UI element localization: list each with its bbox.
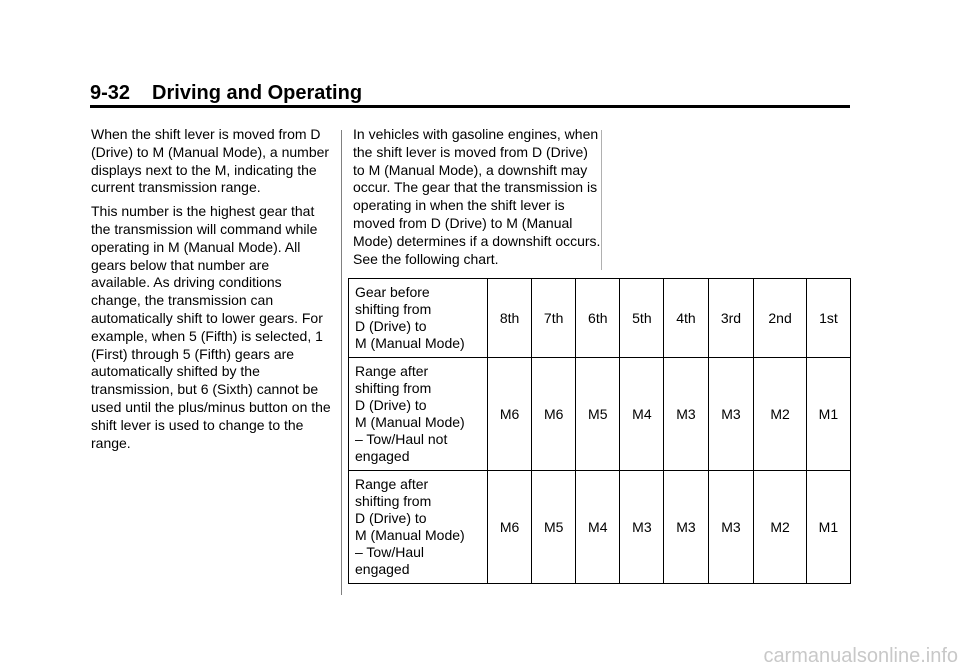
- middle-column: [353, 126, 603, 274]
- table-row: [349, 358, 851, 471]
- page-header: [90, 82, 362, 105]
- column-divider: [341, 130, 342, 595]
- table-cell: M3: [708, 358, 754, 471]
- row-header-line: – Tow/Haul: [355, 544, 425, 560]
- table-cell: M4: [620, 358, 664, 471]
- table-cell: 5th: [620, 279, 664, 358]
- row-header-line: engaged: [355, 448, 410, 464]
- row-header-line: shifting from: [355, 380, 432, 396]
- table-cell: 3rd: [708, 279, 754, 358]
- header-rule: [90, 105, 850, 108]
- table-cell: M3: [664, 471, 708, 584]
- row-header-line: – Tow/Haul not: [355, 431, 448, 447]
- row-header-line: Range after: [355, 363, 429, 379]
- table-cell: 2nd: [754, 279, 807, 358]
- page-number: 9-32: [90, 82, 131, 104]
- table-row: [349, 471, 851, 584]
- left-column: [91, 126, 331, 458]
- table-cell: M4: [576, 471, 620, 584]
- table-cell: 7th: [532, 279, 576, 358]
- table-cell: M3: [620, 471, 664, 584]
- paragraph-highest-gear: This number is the highest gear that the transmission will command while operating in M (Manual Mode). All gears below that number are available. As driving conditions change, the transmission can automatically shift to lower gears. For example, when 5 (Fifth) is selected, 1 (First) through 5 (Fifth) gears are automatically shifted by the transmission, but 6 (Sixth) cannot be used until the plus/minus button on the shift lever is used to change to the range.: [91, 203, 331, 451]
- gear-range-table: [348, 278, 851, 584]
- section-title: Driving and Operating: [152, 82, 363, 104]
- row-header-line: Gear before: [355, 284, 430, 300]
- watermark: carmanualsonline.info: [763, 645, 958, 667]
- row-header-line: shifting from: [355, 301, 432, 317]
- table-cell: 1st: [806, 279, 850, 358]
- row-header-line: shifting from: [355, 493, 432, 509]
- row-header-line: D (Drive) to: [355, 397, 427, 413]
- table-cell: 8th: [488, 279, 532, 358]
- table-cell: M6: [488, 358, 532, 471]
- table-cell: M2: [754, 358, 807, 471]
- table-cell: M5: [576, 358, 620, 471]
- row-header: [349, 358, 488, 471]
- table-cell: 4th: [664, 279, 708, 358]
- row-header-line: engaged: [355, 561, 410, 577]
- table-cell: M6: [488, 471, 532, 584]
- table-cell: M1: [806, 358, 850, 471]
- row-header-line: Range after: [355, 476, 429, 492]
- table-cell: M2: [754, 471, 807, 584]
- table-cell: 6th: [576, 279, 620, 358]
- table-cell: M3: [664, 358, 708, 471]
- table-cell: M5: [532, 471, 576, 584]
- row-header-line: M (Manual Mode): [355, 414, 465, 430]
- table-cell: M3: [708, 471, 754, 584]
- column-divider-right: [601, 130, 602, 270]
- row-header: [349, 279, 488, 358]
- row-header-line: D (Drive) to: [355, 318, 427, 334]
- table-cell: M6: [532, 358, 576, 471]
- row-header-line: M (Manual Mode): [355, 335, 465, 351]
- table-row: [349, 279, 851, 358]
- paragraph-downshift: In vehicles with gasoline engines, when the shift lever is moved from D (Drive) to M (Manual Mode), a downshift may occur. The gear that the transmission is operating in when the shift lever is moved from D (Drive) to M (Manual Mode) determines if a downshift occurs. See the following chart.: [353, 126, 601, 267]
- paragraph-manual-mode-display: When the shift lever is moved from D (Drive) to M (Manual Mode), a number displays next to the M, indicating the current transmission range.: [91, 126, 330, 196]
- row-header-line: M (Manual Mode): [355, 527, 465, 543]
- table-cell: M1: [806, 471, 850, 584]
- row-header-line: D (Drive) to: [355, 510, 427, 526]
- row-header: [349, 471, 488, 584]
